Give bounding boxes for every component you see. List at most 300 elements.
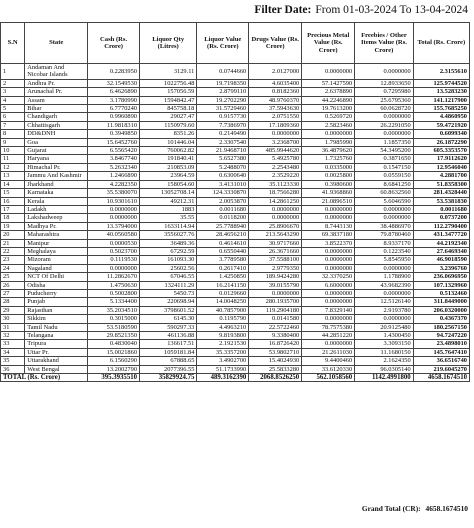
row-value-cell: 125.9744520	[413, 79, 469, 87]
row-sn-cell: 32	[1, 332, 25, 340]
row-sn-cell: 1	[1, 64, 25, 80]
table-row	[1, 130, 470, 138]
row-value-cell: 40.0560580	[88, 231, 140, 239]
row-sn-cell: 29	[1, 306, 25, 314]
total-value-cell: 562.1058560	[302, 374, 355, 382]
row-value-cell: 112.2790400	[413, 222, 469, 230]
table-row	[1, 88, 470, 96]
row-value-cell: 1.7985990	[302, 138, 355, 146]
table-row	[1, 205, 470, 213]
row-state-cell: Chhattisgarh	[25, 121, 88, 129]
row-value-cell: 0.0000000	[355, 214, 413, 222]
filter-date-range: From 01-03-2024 To 13-04-2024	[315, 4, 468, 16]
row-value-cell: 60.0628720	[355, 105, 413, 113]
row-sn-cell: 26	[1, 281, 25, 289]
row-value-cell: 23.4898010	[413, 340, 469, 348]
row-value-cell: 485.9944620	[249, 147, 302, 155]
row-state-cell: Meghalaya	[25, 247, 88, 255]
row-value-cell: 0.0000000	[355, 264, 413, 272]
table-row	[1, 172, 470, 180]
row-sn-cell: 9	[1, 138, 25, 146]
table-row	[1, 306, 470, 314]
row-state-cell: Nagaland	[25, 264, 88, 272]
row-value-cell: 3.8467740	[88, 155, 140, 163]
row-value-cell: 2.0751550	[249, 113, 302, 121]
row-sn-cell: 24	[1, 264, 25, 272]
row-state-cell: Goa	[25, 138, 88, 146]
row-value-cell: 60.8632560	[355, 189, 413, 197]
row-sn-cell: 23	[1, 256, 25, 264]
row-state-cell: Himachal Pr.	[25, 163, 88, 171]
row-value-cell: 36.4879620	[302, 147, 355, 155]
row-state-cell: Tripura	[25, 340, 88, 348]
row-state-cell: Andhra Pr.	[25, 79, 88, 87]
table-row	[1, 79, 470, 87]
row-value-cell: 180.2567150	[413, 323, 469, 331]
row-value-cell: 2.8799110	[197, 88, 249, 96]
row-value-cell: 2.0053870	[197, 197, 249, 205]
row-value-cell: 3.2396760	[413, 264, 469, 272]
row-value-cell: 79.8780460	[355, 231, 413, 239]
table-row	[1, 231, 470, 239]
row-value-cell: 0.8182360	[249, 88, 302, 96]
row-value-cell: 1150979.60	[140, 121, 197, 129]
row-value-cell: 53.5180590	[88, 323, 140, 331]
row-value-cell: 1883	[140, 205, 197, 213]
row-value-cell: 5.6046590	[355, 197, 413, 205]
row-value-cell: 4.4963210	[197, 323, 249, 331]
row-value-cell: 0.3871650	[355, 155, 413, 163]
row-state-cell: NCT Of Delhi	[25, 273, 88, 281]
row-value-cell: 3798601.52	[140, 306, 197, 314]
row-value-cell: 8.9337170	[355, 239, 413, 247]
row-value-cell: 145.7647410	[413, 348, 469, 356]
row-state-cell: Jammu And Kashmir	[25, 172, 88, 180]
row-sn-cell: 2	[1, 79, 25, 87]
row-value-cell: 1.4250850	[197, 273, 249, 281]
table-row	[1, 180, 470, 188]
table-row	[1, 197, 470, 205]
table-row	[1, 323, 470, 331]
row-value-cell: 25602.56	[140, 264, 197, 272]
row-value-cell: 51.1733990	[197, 365, 249, 373]
row-value-cell: 28.4656210	[197, 231, 249, 239]
table-row	[1, 247, 470, 255]
row-value-cell: 7.7386970	[197, 121, 249, 129]
row-value-cell: 26.3671660	[249, 247, 302, 255]
row-sn-cell: 15	[1, 189, 25, 197]
row-value-cell: 0.0000000	[302, 130, 355, 138]
row-value-cell: 12.5126140	[355, 298, 413, 306]
row-value-cell: 0.0000000	[355, 64, 413, 80]
row-sn-cell: 10	[1, 147, 25, 155]
table-row	[1, 281, 470, 289]
row-value-cell: 13052708.14	[140, 189, 197, 197]
row-value-cell: 9.8193800	[197, 332, 249, 340]
row-value-cell: 40.7857900	[197, 306, 249, 314]
table-row	[1, 138, 470, 146]
row-value-cell: 5.8545950	[355, 256, 413, 264]
row-value-cell: 0.0000000	[302, 64, 355, 80]
row-value-cell: 219.6045270	[413, 365, 469, 373]
row-value-cell: 33.6120330	[302, 365, 355, 373]
row-value-cell: 5450.73	[140, 289, 197, 297]
row-value-cell: 0.0141580	[249, 315, 302, 323]
row-value-cell: 0.1223540	[355, 247, 413, 255]
row-value-cell: 25.5833280	[249, 365, 302, 373]
row-value-cell: 0.5002800	[88, 289, 140, 297]
row-sn-cell: 35	[1, 357, 25, 365]
row-sn-cell: 19	[1, 222, 25, 230]
row-value-cell: 20.9125480	[355, 323, 413, 331]
row-value-cell: 17.9112620	[413, 155, 469, 163]
row-sn-cell: 6	[1, 113, 25, 121]
row-value-cell: 2.5823460	[302, 121, 355, 129]
row-value-cell: 44.2851220	[302, 332, 355, 340]
row-state-cell: Punjab	[25, 298, 88, 306]
row-value-cell: 36.6516740	[413, 357, 469, 365]
row-value-cell: 155.7685250	[413, 105, 469, 113]
row-value-cell: 21.0896510	[302, 197, 355, 205]
row-value-cell: 2077396.55	[140, 365, 197, 373]
row-value-cell: 191840.41	[140, 155, 197, 163]
table-row	[1, 222, 470, 230]
table-row	[1, 365, 470, 373]
row-value-cell: 32.3370250	[302, 273, 355, 281]
row-value-cell: 2.2543480	[249, 163, 302, 171]
row-value-cell: 25.6795360	[355, 96, 413, 104]
row-value-cell: 18.7566280	[249, 189, 302, 197]
row-value-cell: 9.4400460	[302, 357, 355, 365]
row-value-cell: 6.5565420	[88, 147, 140, 155]
row-value-cell: 19.2702290	[197, 96, 249, 104]
row-value-cell: 2.3529220	[249, 172, 302, 180]
row-value-cell: 0.3949850	[88, 130, 140, 138]
total-value-cell: 1142.4991800	[355, 374, 413, 382]
row-value-cell: 0.1195790	[197, 315, 249, 323]
row-value-cell: 16.8726420	[249, 340, 302, 348]
row-state-cell: DD&DNH	[25, 130, 88, 138]
seizure-table	[0, 22, 470, 382]
row-value-cell: 67046.55	[140, 273, 197, 281]
row-value-cell: 3.1780990	[88, 96, 140, 104]
row-value-cell: 210853.09	[140, 163, 197, 171]
row-value-cell: 48.9760370	[249, 96, 302, 104]
row-value-cell: 0.6550440	[197, 247, 249, 255]
row-value-cell: 2.9779350	[249, 264, 302, 272]
table-row	[1, 264, 470, 272]
row-value-cell: 0.0000000	[302, 205, 355, 213]
row-value-cell: 0.3980600	[302, 180, 355, 188]
row-value-cell: 1022756.48	[140, 79, 197, 87]
row-value-cell: 0.0011680	[413, 205, 469, 213]
row-value-cell: 0.0000000	[249, 205, 302, 213]
row-value-cell: 4.2282350	[88, 180, 140, 188]
row-value-cell: 1633114.94	[140, 222, 197, 230]
row-value-cell: 0.5023700	[88, 247, 140, 255]
grand-total	[359, 504, 468, 513]
total-value-cell: 489.3162390	[197, 374, 249, 382]
row-value-cell: 57.1427590	[302, 79, 355, 87]
row-value-cell: 6.7770240	[88, 105, 140, 113]
row-value-cell: 12.9546040	[413, 163, 469, 171]
row-value-cell: 15.4024930	[249, 357, 302, 365]
row-value-cell: 35.3357200	[197, 348, 249, 356]
row-value-cell: 3.8522370	[302, 239, 355, 247]
row-value-cell: 36489.36	[140, 239, 197, 247]
row-value-cell: 51.8358300	[413, 180, 469, 188]
row-value-cell: 11.9818310	[88, 121, 140, 129]
row-value-cell: 49212.31	[140, 197, 197, 205]
row-value-cell: 13.3794000	[88, 222, 140, 230]
row-value-cell: 21.2611030	[302, 348, 355, 356]
row-value-cell: 1.7325760	[302, 155, 355, 163]
row-value-cell: 37.5588100	[249, 256, 302, 264]
row-sn-cell: 22	[1, 247, 25, 255]
row-value-cell: 22.5722460	[249, 323, 302, 331]
row-value-cell: 0.0000000	[249, 130, 302, 138]
row-value-cell: 67888.65	[140, 357, 197, 365]
table-row	[1, 256, 470, 264]
row-value-cell: 17.1809360	[249, 121, 302, 129]
row-state-cell: Madhya Pr.	[25, 222, 88, 230]
row-value-cell: 11.1680150	[355, 348, 413, 356]
row-value-cell: 0.0000000	[302, 256, 355, 264]
row-state-cell: Bihar	[25, 105, 88, 113]
col-header-drugs-value: Drugs Value (Rs. Crore)	[249, 23, 302, 64]
col-header-liquor-value: Liquor Value (Rs. Crore)	[197, 23, 249, 64]
row-value-cell: 8351.26	[140, 130, 197, 138]
row-sn-cell: 36	[1, 365, 25, 373]
row-value-cell: 29.8521350	[88, 332, 140, 340]
row-value-cell: 14.0048250	[197, 298, 249, 306]
grand-total-value: 4658.1674510	[425, 504, 468, 513]
row-value-cell: 4.4860950	[413, 113, 469, 121]
row-value-cell: 3556027.76	[140, 231, 197, 239]
table-row	[1, 163, 470, 171]
row-value-cell: 3.3093150	[355, 340, 413, 348]
row-value-cell: 0.0000000	[302, 247, 355, 255]
row-value-cell: 38.4886970	[355, 222, 413, 230]
row-value-cell: 11.2862670	[88, 273, 140, 281]
row-sn-cell: 27	[1, 289, 25, 297]
row-value-cell: 5.2632340	[88, 163, 140, 171]
row-sn-cell: 14	[1, 180, 25, 188]
grand-total-label: Grand Total (CR):	[361, 504, 421, 513]
row-state-cell: Chandigarh	[25, 113, 88, 121]
row-value-cell: 67292.59	[140, 247, 197, 255]
row-value-cell: 44.2246890	[302, 96, 355, 104]
row-value-cell: 0.0737200	[413, 214, 469, 222]
filter-date-label: Filter Date:	[254, 4, 312, 16]
total-row	[1, 374, 470, 382]
row-state-cell: Lakshadweep	[25, 214, 88, 222]
row-value-cell: 15.0021860	[88, 348, 140, 356]
col-header-freebies: Freebies / Other Items Value (Rs. Crore)	[355, 23, 413, 64]
row-sn-cell: 17	[1, 205, 25, 213]
row-value-cell: 605.3353570	[413, 147, 469, 155]
row-value-cell: 44.2192340	[413, 239, 469, 247]
row-value-cell: 0.0000000	[302, 289, 355, 297]
row-value-cell: 26.1872290	[413, 138, 469, 146]
row-sn-cell: 4	[1, 96, 25, 104]
row-value-cell: 0.3015000	[88, 315, 140, 323]
row-value-cell: 0.9960890	[88, 113, 140, 121]
row-state-cell: Andaman And Nicobar Islands	[25, 64, 88, 80]
row-value-cell: 1.4750630	[88, 281, 140, 289]
row-value-cell: 9.3380400	[249, 332, 302, 340]
row-value-cell: 27.6469340	[413, 247, 469, 255]
row-value-cell: 0.5269720	[302, 113, 355, 121]
row-value-cell: 2.3155610	[413, 64, 469, 80]
row-value-cell: 46.9018590	[413, 256, 469, 264]
row-value-cell: 0.0000000	[302, 315, 355, 323]
row-value-cell: 0.0011680	[197, 205, 249, 213]
row-value-cell: 5.6527380	[197, 155, 249, 163]
row-sn-cell: 28	[1, 298, 25, 306]
row-value-cell: 281.4328440	[413, 189, 469, 197]
total-value-cell: 35829924.75	[140, 374, 197, 382]
row-sn-cell: 5	[1, 105, 25, 113]
col-header-precious-metal: Precious Metal Value (Rs. Crore)	[302, 23, 355, 64]
row-value-cell: 845758.18	[140, 105, 197, 113]
row-value-cell: 1.2466890	[88, 172, 140, 180]
row-value-cell: 311.8449000	[413, 298, 469, 306]
row-value-cell: 1594842.47	[140, 96, 197, 104]
row-value-cell: 220698.94	[140, 298, 197, 306]
row-value-cell: 0.7295980	[355, 88, 413, 96]
row-value-cell: 2.3307540	[197, 138, 249, 146]
col-header-liquor-qty: Liquor Qty (Litres)	[140, 23, 197, 64]
row-value-cell: 0.0000000	[88, 264, 140, 272]
table-row	[1, 147, 470, 155]
row-sn-cell: 34	[1, 348, 25, 356]
row-sn-cell: 30	[1, 315, 25, 323]
row-state-cell: Gujarat	[25, 147, 88, 155]
row-value-cell: 0.0000000	[302, 298, 355, 306]
row-value-cell: 2.0127000	[249, 64, 302, 80]
row-sn-cell: 8	[1, 130, 25, 138]
row-value-cell: 0.9157730	[197, 113, 249, 121]
table-row	[1, 113, 470, 121]
row-state-cell: Ladakh	[25, 205, 88, 213]
row-value-cell: 213.5643290	[249, 231, 302, 239]
row-value-cell: 35.55	[140, 214, 197, 222]
row-value-cell: 6.4626890	[88, 88, 140, 96]
row-value-cell: 0.0118200	[197, 214, 249, 222]
row-value-cell: 1.1857350	[355, 138, 413, 146]
row-value-cell: 6.1560290	[88, 357, 140, 365]
row-value-cell: 21.9468710	[197, 147, 249, 155]
row-value-cell: 4.2881700	[413, 172, 469, 180]
row-value-cell: 0.0000000	[88, 214, 140, 222]
row-value-cell: 158054.60	[140, 180, 197, 188]
row-state-cell: Assam	[25, 96, 88, 104]
row-value-cell: 37.5943630	[249, 105, 302, 113]
row-value-cell: 35.2034510	[88, 306, 140, 314]
row-value-cell: 0.2149490	[197, 130, 249, 138]
row-sn-cell: 16	[1, 197, 25, 205]
row-value-cell: 19.7613200	[302, 105, 355, 113]
row-value-cell: 15.6452760	[88, 138, 140, 146]
row-value-cell: 13.5283230	[413, 88, 469, 96]
row-state-cell: Kerala	[25, 197, 88, 205]
row-value-cell: 119.2904180	[249, 306, 302, 314]
row-value-cell: 0.2283950	[88, 64, 140, 80]
row-state-cell: Mizoram	[25, 256, 88, 264]
row-value-cell: 0.0000000	[302, 264, 355, 272]
row-value-cell: 236.0696950	[413, 273, 469, 281]
row-value-cell: 124.3330870	[197, 189, 249, 197]
total-value-cell: 2068.8526250	[249, 374, 302, 382]
table-row	[1, 332, 470, 340]
row-value-cell: 35.1123330	[249, 180, 302, 188]
table-row	[1, 121, 470, 129]
row-value-cell: 3129.11	[140, 64, 197, 80]
col-header-state: State	[25, 23, 88, 64]
row-sn-cell: 21	[1, 239, 25, 247]
row-value-cell: 2.1921530	[197, 340, 249, 348]
row-value-cell: 0.4830040	[88, 340, 140, 348]
row-value-cell: 6145.30	[140, 315, 197, 323]
row-value-cell: 59.4721920	[413, 121, 469, 129]
row-value-cell: 280.1935700	[249, 298, 302, 306]
row-value-cell: 16.2141150	[197, 281, 249, 289]
row-value-cell: 13.2002790	[88, 365, 140, 373]
table-row	[1, 239, 470, 247]
row-value-cell: 3.7789580	[197, 256, 249, 264]
col-header-total: Total (Rs. Crore)	[413, 23, 469, 64]
row-value-cell: 5.4925780	[249, 155, 302, 163]
total-label-cell: TOTAL (Rs. Crore)	[1, 374, 88, 382]
table-row	[1, 315, 470, 323]
row-value-cell: 25.8906670	[249, 222, 302, 230]
row-value-cell: 54.3495200	[355, 147, 413, 155]
row-value-cell: 141.1217900	[413, 96, 469, 104]
row-value-cell: 8.7443130	[302, 222, 355, 230]
row-value-cell: 3.2368700	[249, 138, 302, 146]
row-value-cell: 161093.30	[140, 256, 197, 264]
row-value-cell: 5.2488070	[197, 163, 249, 171]
row-value-cell: 32.1549530	[88, 79, 140, 87]
row-value-cell: 4.6035400	[249, 79, 302, 87]
row-state-cell: Telangana	[25, 332, 88, 340]
table-row	[1, 273, 470, 281]
row-value-cell: 0.0000000	[249, 214, 302, 222]
table-row	[1, 298, 470, 306]
row-value-cell: 760062.82	[140, 147, 197, 155]
row-value-cell: 53.9802710	[249, 348, 302, 356]
table-row	[1, 105, 470, 113]
row-value-cell: 78.7575380	[302, 323, 355, 331]
row-state-cell: Odisha	[25, 281, 88, 289]
row-value-cell: 7.8329140	[302, 306, 355, 314]
row-value-cell: 0.4614610	[197, 239, 249, 247]
row-sn-cell: 31	[1, 323, 25, 331]
row-value-cell: 189.9424280	[249, 273, 302, 281]
row-sn-cell: 33	[1, 340, 25, 348]
row-value-cell: 10.9301610	[88, 197, 140, 205]
row-value-cell: 0.0000000	[302, 214, 355, 222]
filter-date-bar	[0, 0, 474, 20]
row-value-cell: 0.0000000	[88, 205, 140, 213]
row-value-cell: 30.9717660	[249, 239, 302, 247]
row-value-cell: 2.9193780	[355, 306, 413, 314]
row-value-cell: 3.4131010	[197, 180, 249, 188]
row-value-cell: 25.7788940	[197, 222, 249, 230]
row-value-cell: 0.0000000	[355, 289, 413, 297]
row-value-cell: 12.8933650	[355, 79, 413, 87]
